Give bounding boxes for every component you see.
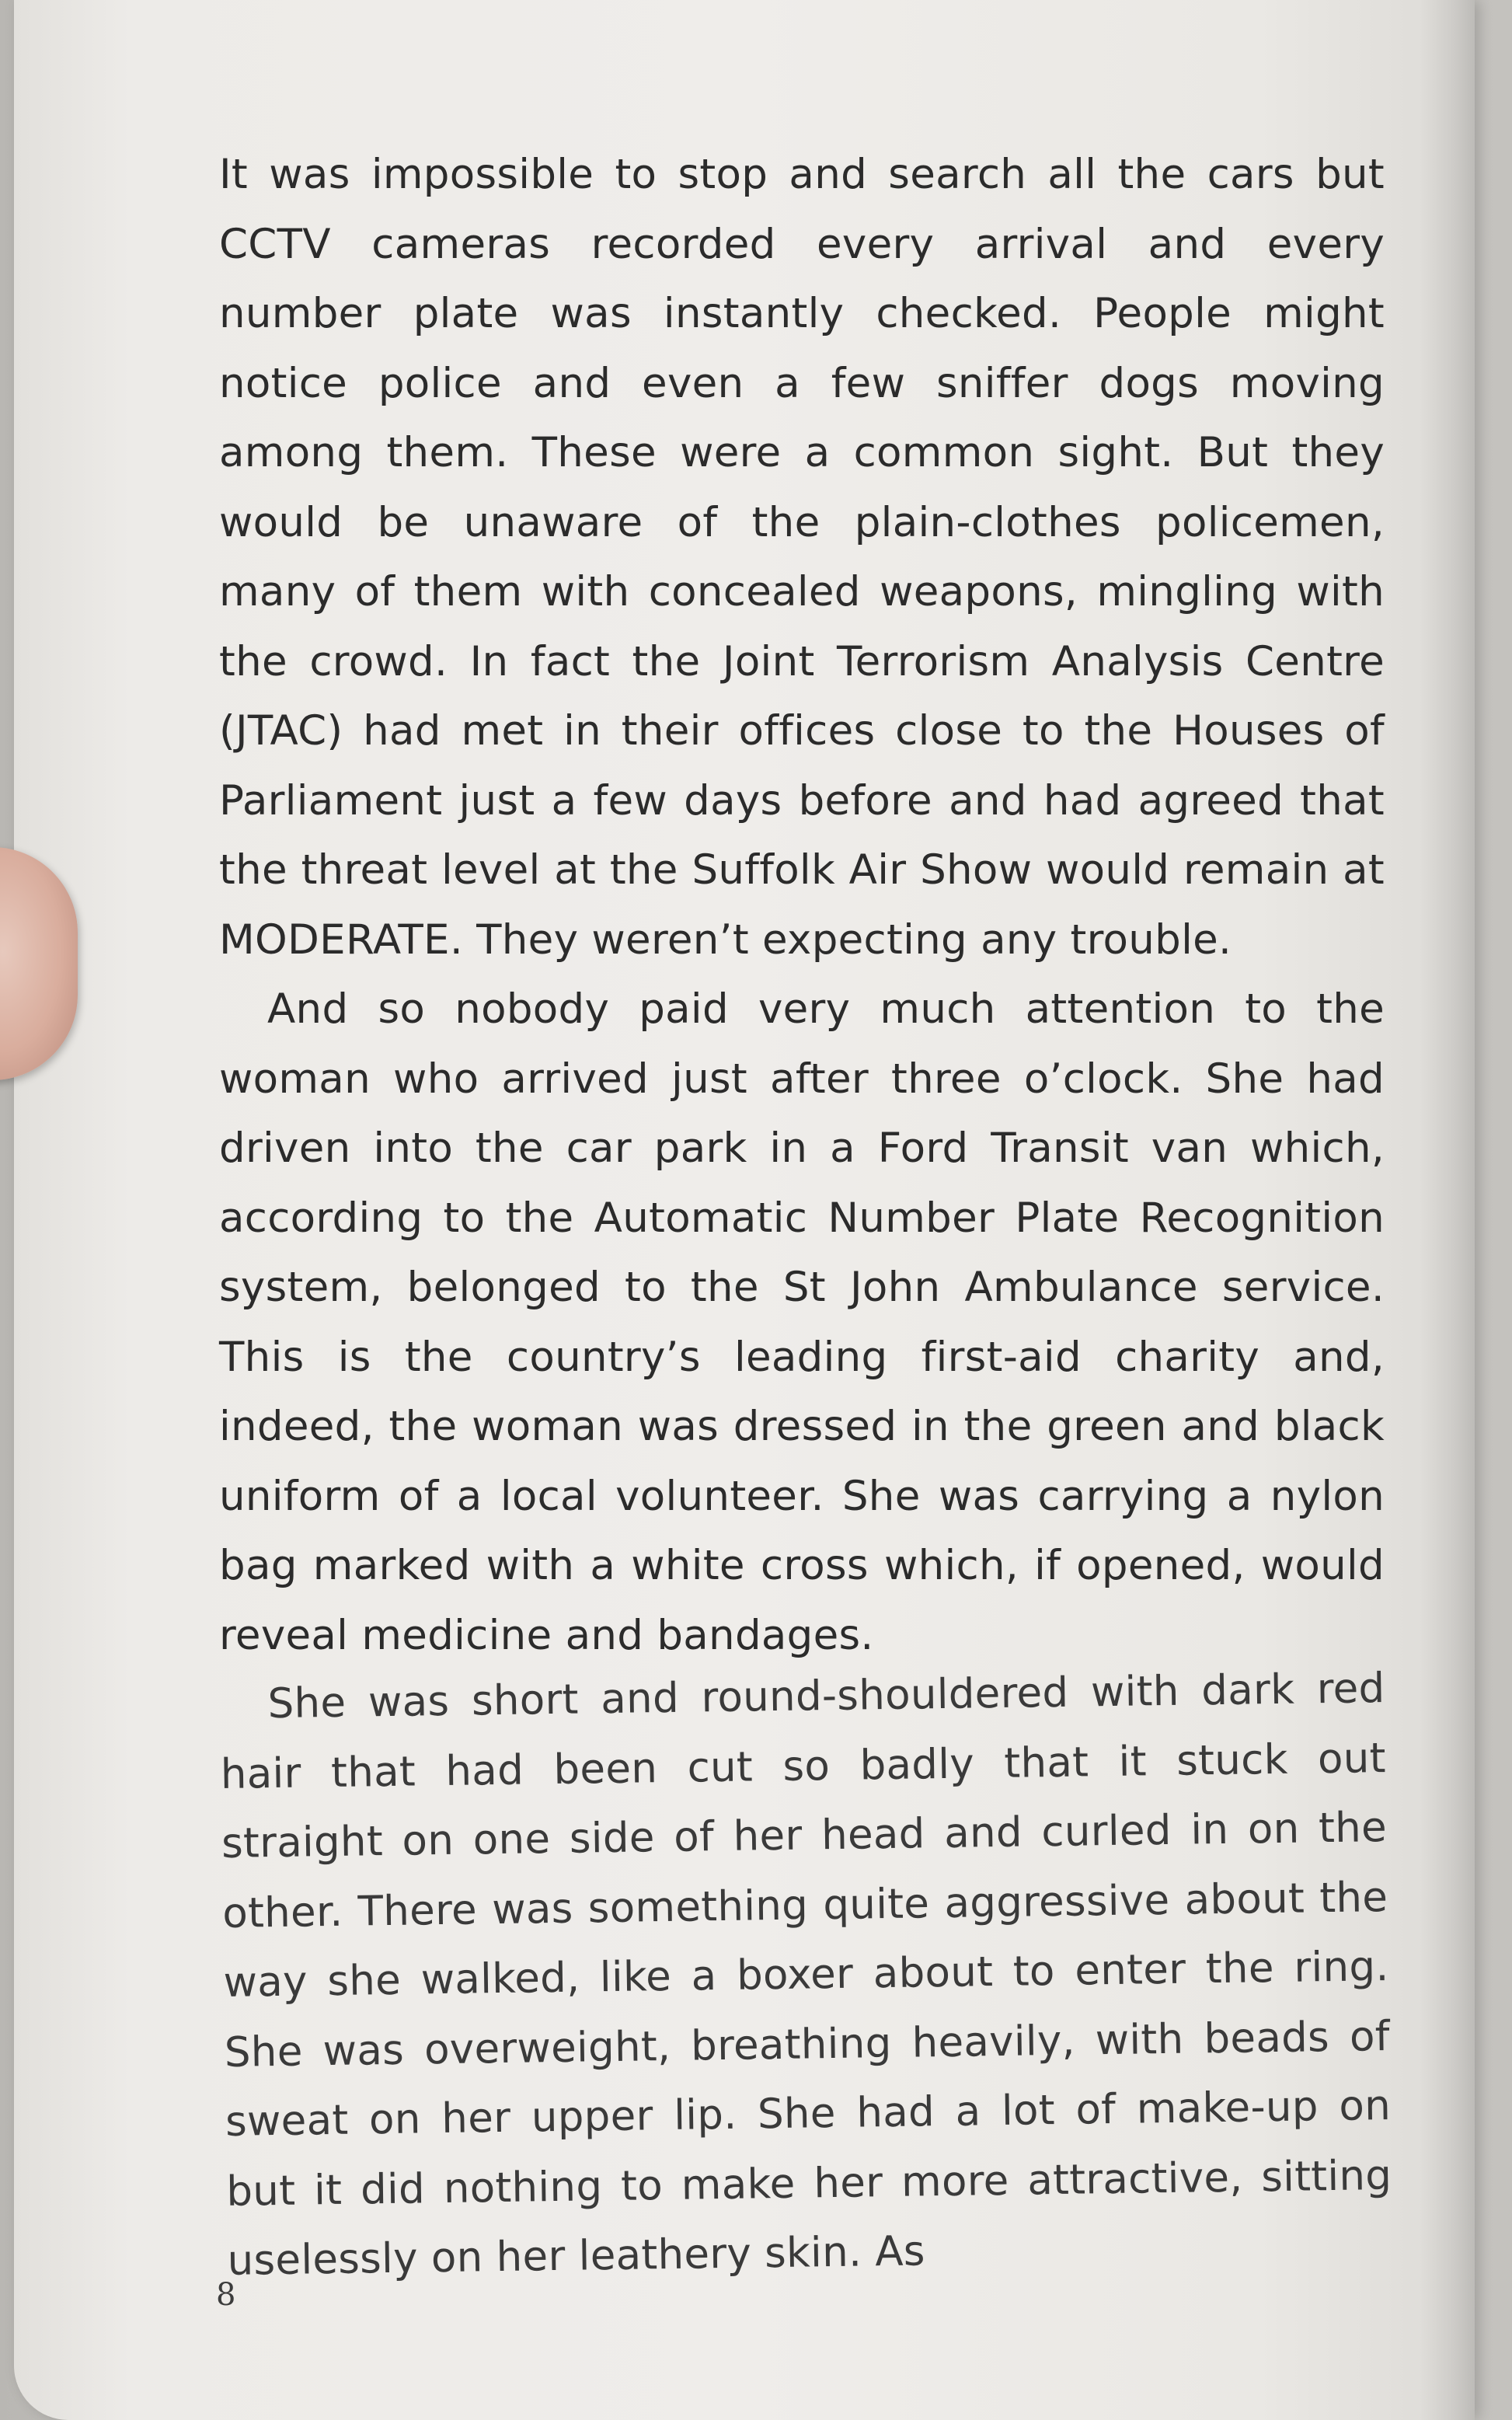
paragraph: She was short and round-shouldered with dark red hair that had been cut so badly that it stuck out straight on one side of her head and curled in on the other. There was something quite aggressive about the way she walked, like a boxer about to enter the ring. She was overweight, breathing heavily, with beads of sweat on her upper lip. She had a lot of make-up on but it did nothing to make her more attractive, sitting uselessly on her leathery skin. As — [220, 1665, 1392, 2285]
page-number: 8 — [216, 2277, 236, 2313]
paragraph: And so nobody paid very much attention to the woman who arrived just after three o’clock. She had driven into the car park in a Ford Transit van which, according to the Automatic Number Plate Recognition system, belonged to the St John Ambulance service. This is the country’s leading first-aid charity and, indeed, the woman was dressed in the green and black uniform of a local volunteer. She was carrying a nylon bag marked with a white cross which, if opened, would reveal medicine and bandages. — [219, 985, 1385, 1659]
body-text — [219, 140, 1392, 2296]
paragraph: It was impossible to stop and search all the cars but CCTV cameras recorded every arrival and every number plate was instantly checked. People might notice police and even a few sniffer dogs moving among them. These were a common sight. But they would be unaware of the plain-clothes policemen, many of them with concealed weapons, mingling with the crowd. In fact the Joint Terrorism Analysis Centre (JTAC) had met in their offices close to the Houses of Parliament just a few days before and had agreed that the threat level at the Suffolk Air Show would remain at MODERATE. They weren’t expecting any trouble. — [219, 151, 1385, 964]
page-edge-shadow — [1420, 0, 1475, 2420]
